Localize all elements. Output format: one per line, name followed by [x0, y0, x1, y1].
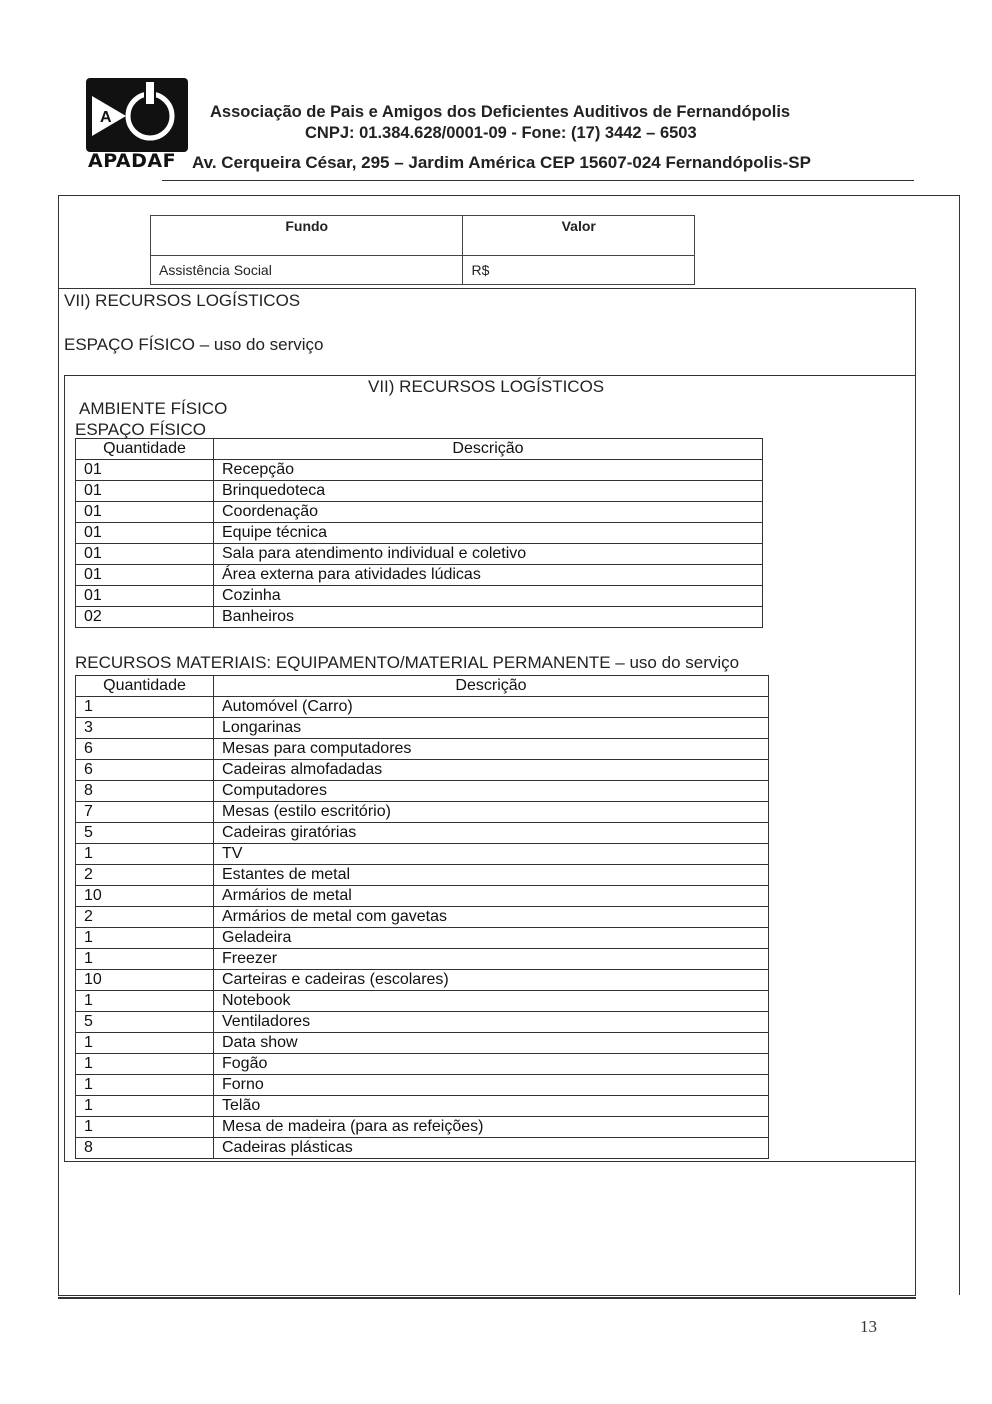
table-row — [76, 1096, 769, 1117]
quantidade-cell: 1 — [76, 1117, 214, 1138]
descricao-cell: Freezer — [214, 949, 769, 970]
descricao-cell: Estantes de metal — [214, 865, 769, 886]
section-title: VII) RECURSOS LOGÍSTICOS — [64, 291, 301, 310]
descricao-cell: Longarinas — [214, 718, 769, 739]
table-row — [76, 460, 763, 481]
table-row — [76, 991, 769, 1012]
box-title: VII) RECURSOS LOGÍSTICOS — [368, 377, 605, 396]
table-row — [76, 886, 769, 907]
quantidade-header: Quantidade — [76, 676, 214, 697]
table-row — [76, 697, 769, 718]
descricao-cell: Carteiras e cadeiras (escolares) — [214, 970, 769, 991]
table-row — [76, 718, 769, 739]
table-row — [76, 781, 769, 802]
quantidade-cell: 6 — [76, 739, 214, 760]
quantidade-header: Quantidade — [76, 439, 214, 460]
quantidade-cell: 01 — [76, 544, 214, 565]
header-rule — [162, 180, 914, 181]
espaco-uso-label: ESPAÇO FÍSICO – uso do serviço — [64, 335, 324, 354]
descricao-cell: Coordenação — [214, 502, 763, 523]
fundo-header: Fundo — [151, 216, 463, 256]
descricao-cell: Mesas para computadores — [214, 739, 769, 760]
quantidade-cell: 1 — [76, 1096, 214, 1117]
quantidade-cell: 01 — [76, 460, 214, 481]
quantidade-cell: 1 — [76, 844, 214, 865]
quantidade-cell: 01 — [76, 502, 214, 523]
quantidade-cell: 01 — [76, 481, 214, 502]
recursos-table — [75, 675, 769, 1159]
descricao-cell: Equipe técnica — [214, 523, 763, 544]
quantidade-cell: 1 — [76, 1054, 214, 1075]
espaco-label: ESPAÇO FÍSICO — [75, 420, 206, 439]
quantidade-cell: 10 — [76, 970, 214, 991]
descricao-cell: Cadeiras almofadadas — [214, 760, 769, 781]
table-row — [76, 907, 769, 928]
table-row — [76, 865, 769, 886]
descricao-cell: Automóvel (Carro) — [214, 697, 769, 718]
table-row — [76, 739, 769, 760]
descricao-cell: Computadores — [214, 781, 769, 802]
descricao-cell: Armários de metal com gavetas — [214, 907, 769, 928]
table-row — [76, 586, 763, 607]
quantidade-cell: 6 — [76, 760, 214, 781]
quantidade-cell: 02 — [76, 607, 214, 628]
table-row — [76, 823, 769, 844]
table-row — [76, 928, 769, 949]
descricao-cell: Banheiros — [214, 607, 763, 628]
table-row — [76, 1012, 769, 1033]
org-name: Associação de Pais e Amigos dos Deficientes Auditivos de Fernandópolis — [210, 103, 791, 121]
descricao-cell: Brinquedoteca — [214, 481, 763, 502]
page-number: 13 — [860, 1317, 877, 1336]
table-row — [76, 1117, 769, 1138]
recursos-box-bottom — [64, 1161, 916, 1162]
descricao-cell: Cadeiras plásticas — [214, 1138, 769, 1159]
descricao-cell: Sala para atendimento individual e coletivo — [214, 544, 763, 565]
apadaf-logo — [86, 78, 188, 152]
logo-mark-letter: A — [100, 109, 112, 126]
descricao-cell: Fogão — [214, 1054, 769, 1075]
quantidade-cell: 2 — [76, 865, 214, 886]
table-row — [76, 1054, 769, 1075]
descricao-cell: Recepção — [214, 460, 763, 481]
quantidade-cell: 7 — [76, 802, 214, 823]
table-row — [76, 1075, 769, 1096]
table-row — [76, 502, 763, 523]
descricao-cell: Cozinha — [214, 586, 763, 607]
table-row — [76, 1138, 769, 1159]
quantidade-cell: 01 — [76, 586, 214, 607]
outer-frame-bottom — [58, 1297, 916, 1299]
table-row — [76, 523, 763, 544]
descricao-header: Descrição — [214, 676, 769, 697]
table-row — [76, 949, 769, 970]
descricao-cell: Geladeira — [214, 928, 769, 949]
cnpj-line: CNPJ: 01.384.628/0001-09 - Fone: (17) 3442 – 6503 — [305, 124, 697, 142]
quantidade-cell: 10 — [76, 886, 214, 907]
quantidade-cell: 2 — [76, 907, 214, 928]
quantidade-cell: 5 — [76, 823, 214, 844]
descricao-cell: Data show — [214, 1033, 769, 1054]
quantidade-cell: 01 — [76, 523, 214, 544]
descricao-header: Descrição — [214, 439, 763, 460]
address-line: Av. Cerqueira César, 295 – Jardim América CEP 15607-024 Fernandópolis-SP — [192, 153, 811, 172]
quantidade-cell: 1 — [76, 949, 214, 970]
descricao-cell: Área externa para atividades lúdicas — [214, 565, 763, 586]
table-row — [76, 760, 769, 781]
descricao-cell: Mesas (estilo escritório) — [214, 802, 769, 823]
fundo-table — [150, 215, 695, 285]
table-row — [76, 544, 763, 565]
quantidade-cell: 8 — [76, 1138, 214, 1159]
quantidade-cell: 1 — [76, 697, 214, 718]
quantidade-cell: 1 — [76, 928, 214, 949]
recursos-materiais-label: RECURSOS MATERIAIS: EQUIPAMENTO/MATERIAL PERMANENTE – uso do serviço — [75, 653, 740, 672]
valor-cell: R$ — [463, 256, 695, 285]
quantidade-cell: 5 — [76, 1012, 214, 1033]
descricao-cell: Mesa de madeira (para as refeições) — [214, 1117, 769, 1138]
table-row — [76, 802, 769, 823]
descricao-cell: Notebook — [214, 991, 769, 1012]
table-row — [76, 1033, 769, 1054]
logo-wordmark: APADAF — [88, 150, 177, 172]
table-row — [76, 565, 763, 586]
table-row — [76, 481, 763, 502]
valor-header: Valor — [463, 216, 695, 256]
descricao-cell: Armários de metal — [214, 886, 769, 907]
descricao-cell: Telão — [214, 1096, 769, 1117]
quantidade-cell: 1 — [76, 991, 214, 1012]
ambiente-label: AMBIENTE FÍSICO — [79, 399, 228, 418]
descricao-cell: TV — [214, 844, 769, 865]
quantidade-cell: 3 — [76, 718, 214, 739]
quantidade-cell: 1 — [76, 1033, 214, 1054]
descricao-cell: Cadeiras giratórias — [214, 823, 769, 844]
quantidade-cell: 01 — [76, 565, 214, 586]
table-row — [76, 607, 763, 628]
descricao-cell: Forno — [214, 1075, 769, 1096]
table-row — [76, 970, 769, 991]
descricao-cell: Ventiladores — [214, 1012, 769, 1033]
quantidade-cell: 8 — [76, 781, 214, 802]
table-row — [76, 844, 769, 865]
quantidade-cell: 1 — [76, 1075, 214, 1096]
fundo-cell: Assistência Social — [151, 256, 463, 285]
espaco-table — [75, 438, 763, 628]
